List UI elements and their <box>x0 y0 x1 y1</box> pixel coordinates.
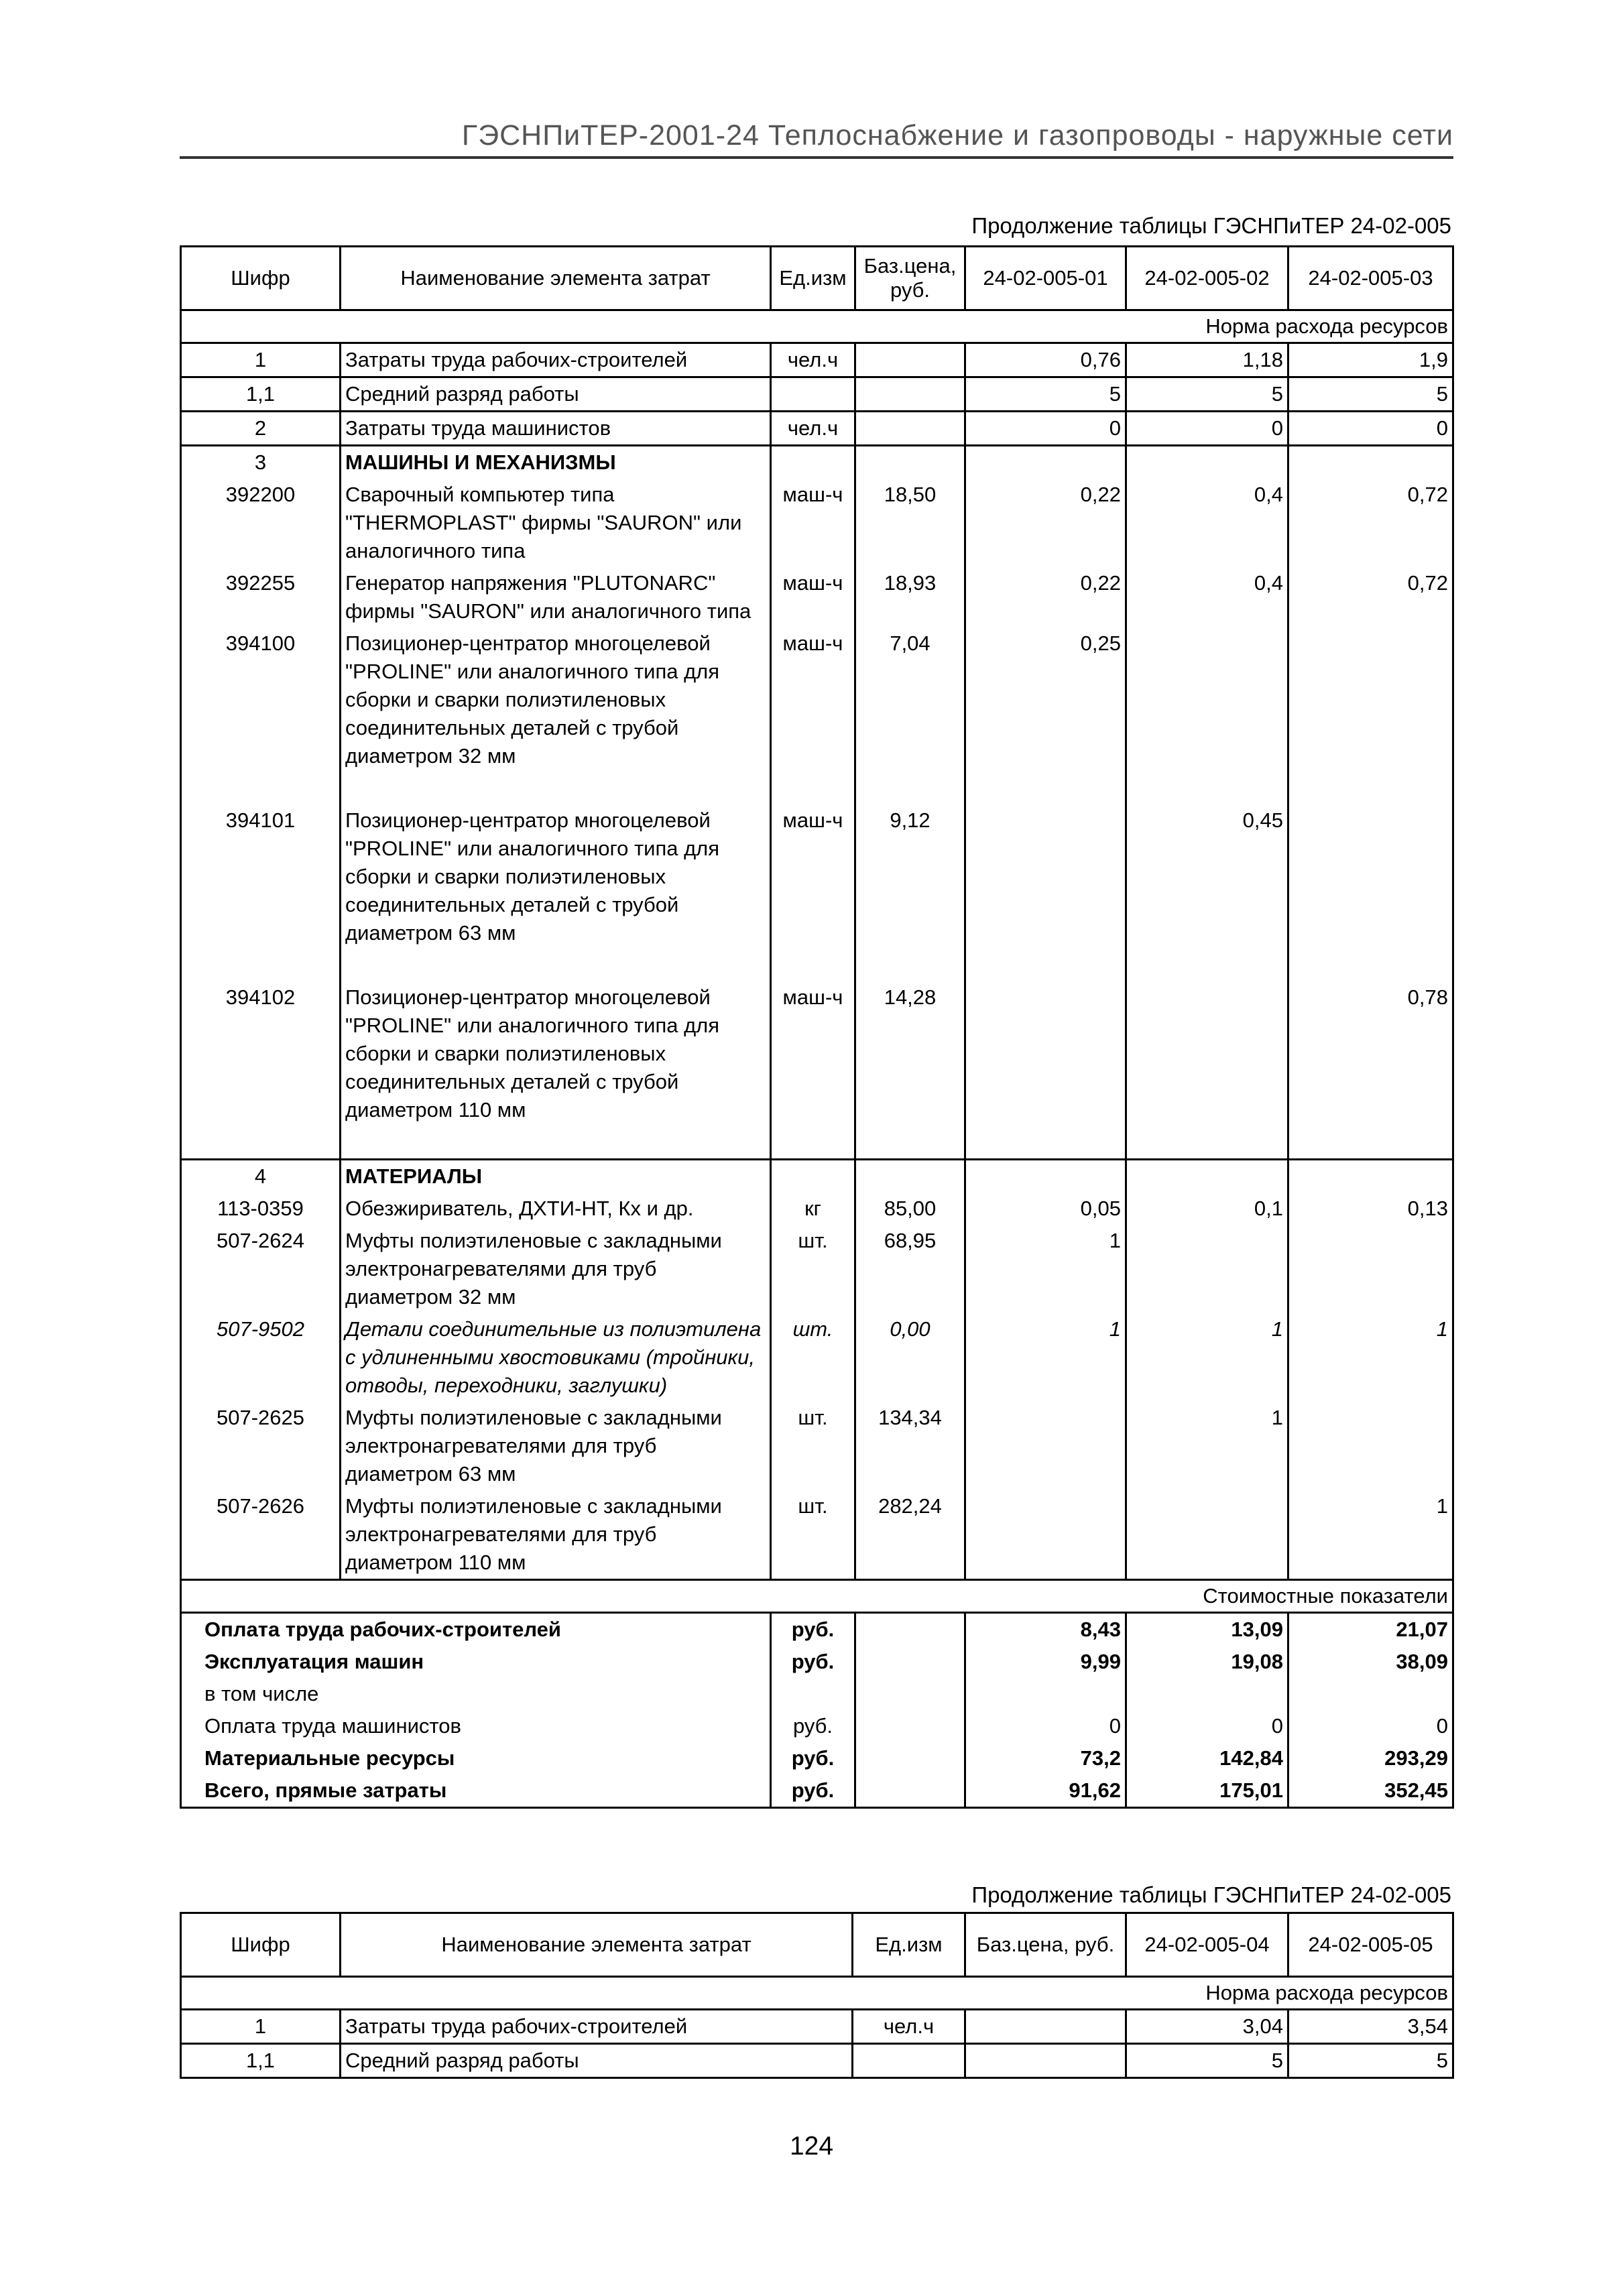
table-row <box>181 804 1453 949</box>
col-header-24-02-005-01: 24-02-005-01 <box>965 247 1126 310</box>
row-value-01 <box>965 446 1126 479</box>
row-code: 4 <box>181 1160 341 1193</box>
row-code: 1 <box>181 343 341 377</box>
row-price: 282,24 <box>855 1490 965 1580</box>
table-row <box>181 377 1453 412</box>
cost-row <box>181 1742 1453 1774</box>
table-row <box>181 2010 1453 2044</box>
row-unit: чел.ч <box>771 343 855 377</box>
row-name: Муфты полиэтиленовые с закладными электронагревателями для труб диаметром 110 мм <box>341 1490 771 1580</box>
cost-row-label: Материальные ресурсы <box>181 1742 771 1774</box>
cost-value-03: 0 <box>1288 1710 1453 1742</box>
row-price: 0,00 <box>855 1313 965 1402</box>
cost-row <box>181 1774 1453 1808</box>
row-value-01: 0 <box>965 412 1126 446</box>
row-value-01: 5 <box>965 377 1126 412</box>
row-value-03: 0,72 <box>1288 479 1453 567</box>
cost-value-01: 73,2 <box>965 1742 1126 1774</box>
row-price <box>855 343 965 377</box>
cost-value-01: 0 <box>965 1710 1126 1742</box>
row-value-02: 0 <box>1126 412 1288 446</box>
row-name: Средний разряд работы <box>341 2044 853 2078</box>
row-value-03 <box>1288 446 1453 479</box>
spacer-row <box>181 1126 1453 1160</box>
table1-header-row <box>181 247 1453 310</box>
table-row <box>181 1193 1453 1225</box>
row-value-05: 3,54 <box>1288 2010 1453 2044</box>
row-unit: чел.ч <box>853 2010 965 2044</box>
row-value-02: 0,1 <box>1126 1193 1288 1225</box>
row-code: 507-2626 <box>181 1490 341 1580</box>
row-value-02: 5 <box>1126 377 1288 412</box>
col-header-24-02-005-04: 24-02-005-04 <box>1126 1913 1288 1977</box>
row-value-02 <box>1126 446 1288 479</box>
row-unit: маш-ч <box>771 479 855 567</box>
row-value-02 <box>1126 627 1288 772</box>
section-title: МАТЕРИАЛЫ <box>341 1160 771 1193</box>
row-price: 14,28 <box>855 981 965 1126</box>
row-name: Затраты труда машинистов <box>341 412 771 446</box>
section-row <box>181 446 1453 479</box>
cost-row <box>181 1646 1453 1678</box>
row-name: Позиционер-центратор многоцелевой "PROLINE" или аналогичного типа для сборки и сварки полиэтиленовых соединительных деталей с трубой диаметром 32 мм <box>341 627 771 772</box>
row-unit: маш-ч <box>771 804 855 949</box>
page-header: ГЭСНПиТЕР-2001-24 Теплоснабжение и газопроводы - наружные сети <box>180 119 1453 159</box>
row-value-02 <box>1126 981 1288 1126</box>
cost-value-03: 38,09 <box>1288 1646 1453 1678</box>
row-price <box>855 377 965 412</box>
row-value-01: 0,25 <box>965 627 1126 772</box>
cost-row-label: Оплата труда рабочих-строителей <box>181 1613 771 1646</box>
table1-resources <box>180 245 1454 1809</box>
cost-label: Стоимостные показатели <box>181 1580 1453 1613</box>
col-header-name: Наименование элемента затрат <box>341 1913 853 1977</box>
row-unit: кг <box>771 1193 855 1225</box>
table-row <box>181 412 1453 446</box>
row-price <box>855 446 965 479</box>
row-unit <box>853 2044 965 2078</box>
row-value-03 <box>1288 627 1453 772</box>
row-price <box>855 1160 965 1193</box>
row-unit: маш-ч <box>771 981 855 1126</box>
page-number: 124 <box>789 2132 834 2161</box>
row-value-02: 0,4 <box>1126 567 1288 627</box>
row-value-01: 1 <box>965 1313 1126 1402</box>
row-name: Генератор напряжения "PLUTONARC" фирмы "SAURON" или аналогичного типа <box>341 567 771 627</box>
row-code: 1,1 <box>181 2044 341 2078</box>
row-value-02 <box>1126 1225 1288 1313</box>
table-row <box>181 1402 1453 1490</box>
row-value-04: 3,04 <box>1126 2010 1288 2044</box>
cost-value-02: 0 <box>1126 1710 1288 1742</box>
row-value-01: 0,05 <box>965 1193 1126 1225</box>
cost-value-03: 352,45 <box>1288 1774 1453 1808</box>
cost-row-unit: руб. <box>771 1613 855 1646</box>
row-code: 394101 <box>181 804 341 949</box>
cost-value-03 <box>1288 1678 1453 1710</box>
cost-value-01: 9,99 <box>965 1646 1126 1678</box>
row-value-03: 5 <box>1288 377 1453 412</box>
section-row <box>181 1160 1453 1193</box>
row-code: 507-2624 <box>181 1225 341 1313</box>
row-code: 394102 <box>181 981 341 1126</box>
col-header-unit: Ед.изм <box>771 247 855 310</box>
row-value-03 <box>1288 1402 1453 1490</box>
cost-value-02: 175,01 <box>1126 1774 1288 1808</box>
table-row <box>181 567 1453 627</box>
cost-row <box>181 1678 1453 1710</box>
cost-row-label: в том числе <box>181 1678 771 1710</box>
row-value-01 <box>965 1402 1126 1490</box>
cost-row <box>181 1710 1453 1742</box>
row-value-02: 1 <box>1126 1402 1288 1490</box>
table-row <box>181 1225 1453 1313</box>
cost-row-label: Эксплуатация машин <box>181 1646 771 1678</box>
spacer-row <box>181 949 1453 981</box>
cost-value-01: 91,62 <box>965 1774 1126 1808</box>
row-name: Муфты полиэтиленовые с закладными электронагревателями для труб диаметром 63 мм <box>341 1402 771 1490</box>
table2-continuation-note: Продолжение таблицы ГЭСНПиТЕР 24-02-005 <box>971 1882 1451 1907</box>
row-unit: маш-ч <box>771 627 855 772</box>
row-value-01: 0,22 <box>965 479 1126 567</box>
table-row <box>181 343 1453 377</box>
row-code: 392255 <box>181 567 341 627</box>
row-name: Муфты полиэтиленовые с закладными электронагревателями для труб диаметром 32 мм <box>341 1225 771 1313</box>
row-unit: шт. <box>771 1490 855 1580</box>
row-code: 1,1 <box>181 377 341 412</box>
norm-label: Норма расхода ресурсов <box>181 310 1453 343</box>
row-value-02: 0,4 <box>1126 479 1288 567</box>
cost-row-label: Всего, прямые затраты <box>181 1774 771 1808</box>
table-row <box>181 1490 1453 1580</box>
row-price <box>855 412 965 446</box>
cost-value-02: 13,09 <box>1126 1613 1288 1646</box>
row-code: 2 <box>181 412 341 446</box>
row-value-03: 0 <box>1288 412 1453 446</box>
row-value-01: 0,22 <box>965 567 1126 627</box>
col-header-24-02-005-03: 24-02-005-03 <box>1288 247 1453 310</box>
cost-row <box>181 1613 1453 1646</box>
row-value-03: 0,13 <box>1288 1193 1453 1225</box>
table-row <box>181 479 1453 567</box>
row-value-05: 5 <box>1288 2044 1453 2078</box>
row-value-02: 1,18 <box>1126 343 1288 377</box>
cost-value-01: 8,43 <box>965 1613 1126 1646</box>
row-unit: маш-ч <box>771 567 855 627</box>
row-unit <box>771 446 855 479</box>
row-value-03: 1,9 <box>1288 343 1453 377</box>
section-title: МАШИНЫ И МЕХАНИЗМЫ <box>341 446 771 479</box>
col-header-24-02-005-02: 24-02-005-02 <box>1126 247 1288 310</box>
spacer-row <box>181 772 1453 804</box>
cost-row-unit: руб. <box>771 1742 855 1774</box>
row-price <box>965 2010 1126 2044</box>
row-code: 1 <box>181 2010 341 2044</box>
col-header-price: Баз.цена, руб. <box>855 247 965 310</box>
row-value-03 <box>1288 804 1453 949</box>
row-value-01 <box>965 981 1126 1126</box>
row-code: 392200 <box>181 479 341 567</box>
cost-value-03: 21,07 <box>1288 1613 1453 1646</box>
row-name: Позиционер-центратор многоцелевой "PROLINE" или аналогичного типа для сборки и сварки полиэтиленовых соединительных деталей с трубой диаметром 110 мм <box>341 981 771 1126</box>
row-price: 9,12 <box>855 804 965 949</box>
col-header-24-02-005-05: 24-02-005-05 <box>1288 1913 1453 1977</box>
cost-label-row <box>181 1580 1453 1613</box>
cost-row-unit: руб. <box>771 1710 855 1742</box>
row-price: 18,93 <box>855 567 965 627</box>
norm-row <box>181 1977 1453 2010</box>
table-row <box>181 2044 1453 2078</box>
row-name: Затраты труда рабочих-строителей <box>341 2010 853 2044</box>
row-unit: шт. <box>771 1402 855 1490</box>
row-value-04: 5 <box>1126 2044 1288 2078</box>
col-header-code: Шифр <box>181 1913 341 1977</box>
col-header-name: Наименование элемента затрат <box>341 247 771 310</box>
row-code: 3 <box>181 446 341 479</box>
row-price: 7,04 <box>855 627 965 772</box>
row-value-03: 0,78 <box>1288 981 1453 1126</box>
row-unit <box>771 1160 855 1193</box>
table-row <box>181 1313 1453 1402</box>
col-header-code: Шифр <box>181 247 341 310</box>
row-value-01 <box>965 1160 1126 1193</box>
row-value-01: 1 <box>965 1225 1126 1313</box>
row-unit: шт. <box>771 1225 855 1313</box>
cost-value-02: 142,84 <box>1126 1742 1288 1774</box>
row-name: Обезжириватель, ДХТИ-НТ, Кх и др. <box>341 1193 771 1225</box>
row-value-02: 0,45 <box>1126 804 1288 949</box>
table-row <box>181 627 1453 772</box>
row-price: 18,50 <box>855 479 965 567</box>
cost-row-label: Оплата труда машинистов <box>181 1710 771 1742</box>
row-price: 134,34 <box>855 1402 965 1490</box>
table2-header-row <box>181 1913 1453 1977</box>
cost-value-01 <box>965 1678 1126 1710</box>
norm-label: Норма расхода ресурсов <box>181 1977 1453 2010</box>
cost-row-unit: руб. <box>771 1774 855 1808</box>
row-name: Средний разряд работы <box>341 377 771 412</box>
row-value-01: 0,76 <box>965 343 1126 377</box>
norm-row <box>181 310 1453 343</box>
row-value-02: 1 <box>1126 1313 1288 1402</box>
row-unit: чел.ч <box>771 412 855 446</box>
row-value-01 <box>965 1490 1126 1580</box>
col-header-unit: Ед.изм <box>853 1913 965 1977</box>
row-value-01 <box>965 804 1126 949</box>
cost-row-unit: руб. <box>771 1646 855 1678</box>
table1-continuation-note: Продолжение таблицы ГЭСНПиТЕР 24-02-005 <box>971 213 1451 238</box>
row-price: 68,95 <box>855 1225 965 1313</box>
row-value-02 <box>1126 1490 1288 1580</box>
row-name: Затраты труда рабочих-строителей <box>341 343 771 377</box>
col-header-price: Баз.цена, руб. <box>965 1913 1126 1977</box>
row-value-03: 1 <box>1288 1490 1453 1580</box>
cost-value-02 <box>1126 1678 1288 1710</box>
row-price <box>965 2044 1126 2078</box>
row-value-03: 0,72 <box>1288 567 1453 627</box>
row-value-03: 1 <box>1288 1313 1453 1402</box>
row-code: 507-9502 <box>181 1313 341 1402</box>
row-code: 113-0359 <box>181 1193 341 1225</box>
table2-resources <box>180 1912 1454 2079</box>
row-code: 394100 <box>181 627 341 772</box>
row-unit <box>771 377 855 412</box>
row-price: 85,00 <box>855 1193 965 1225</box>
row-code: 507-2625 <box>181 1402 341 1490</box>
row-name: Позиционер-центратор многоцелевой "PROLINE" или аналогичного типа для сборки и сварки полиэтиленовых соединительных деталей с трубой диаметром 63 мм <box>341 804 771 949</box>
row-value-03 <box>1288 1160 1453 1193</box>
cost-row-unit <box>771 1678 855 1710</box>
cost-value-03: 293,29 <box>1288 1742 1453 1774</box>
row-name: Детали соединительные из полиэтилена с удлиненными хвостовиками (тройники, отводы, переходники, заглушки) <box>341 1313 771 1402</box>
cost-value-02: 19,08 <box>1126 1646 1288 1678</box>
table-row <box>181 981 1453 1126</box>
row-value-03 <box>1288 1225 1453 1313</box>
row-value-02 <box>1126 1160 1288 1193</box>
row-unit: шт. <box>771 1313 855 1402</box>
row-name: Сварочный компьютер типа "THERMOPLAST" фирмы "SAURON" или аналогичного типа <box>341 479 771 567</box>
